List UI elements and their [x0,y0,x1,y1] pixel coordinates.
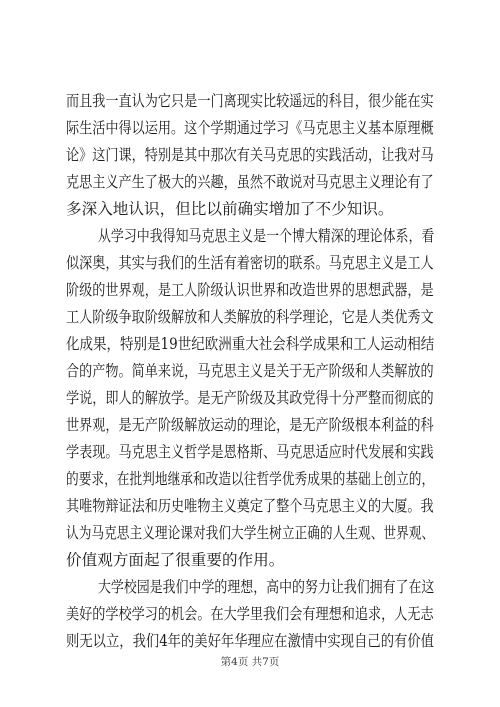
text-line: 美好的学校学习的机会。在大学里我们会有理想和追求，人无志 [66,605,434,623]
text-line: 价值观方面起了很重要的作用。 [66,551,285,569]
text-line: 工人阶级争取阶级解放和人类解放的科学理论，它是人类优秀文 [66,308,434,326]
text-line: 化成果，特别是19世纪欧洲重大社会科学成果和工人运动相结 [66,335,435,353]
text-line: 其唯物辩证法和历史唯物主义奠定了整个马克思主义的大厦。我 [66,497,434,515]
text-line: 认为马克思主义理论课对我们大学生树立正确的人生观、世界观、 [66,524,435,542]
text-line: 则无以立，我们4年的美好年华理应在激情中实现自己的有价值 [66,632,434,650]
text-line: 学表现。马克思主义哲学是恩格斯、马克思适应时代发展和实践 [66,443,434,461]
text-line: 际生活中得以运用。这个学期通过学习《马克思主义基本原理概 [66,119,434,137]
text-line: 阶级的世界观，是工人阶级认识世界和改造世界的思想武器，是 [66,281,434,299]
text-line: 而且我一直认为它只是一门离现实比较遥远的科目，很少能在实 [66,92,434,110]
page-footer: 第4页 共7页 [220,656,280,668]
text-line: 学说，即人的解放学。是无产阶级及其政党得十分严整而彻底的 [66,389,434,407]
paragraph-first-line: 从学习中我得知马克思主义是一个博大精深的理论体系，看 [98,227,435,245]
text-line: 的要求，在批判地继承和改造以往哲学优秀成果的基础上创立的， [66,470,435,488]
text-line: 似深奥，其实与我们的生活有着密切的联系。马克思主义是工人 [66,254,434,272]
text-line: 多深入地认识，但比以前确实增加了不少知识。 [66,200,394,218]
text-line: 合的产物。简单来说，马克思主义是关于无产阶级和人类解放的 [66,362,434,380]
paragraph-first-line: 大学校园是我们中学的理想，高中的努力让我们拥有了在这 [98,578,435,596]
text-line: 克思主义产生了极大的兴趣，虽然不敢说对马克思主义理论有了 [66,173,434,191]
text-line: 论》这门课，特别是其中那次有关马克思的实践活动，让我对马 [66,146,434,164]
text-line: 世界观，是无产阶级解放运动的理论，是无产阶级根本利益的科 [66,416,434,434]
